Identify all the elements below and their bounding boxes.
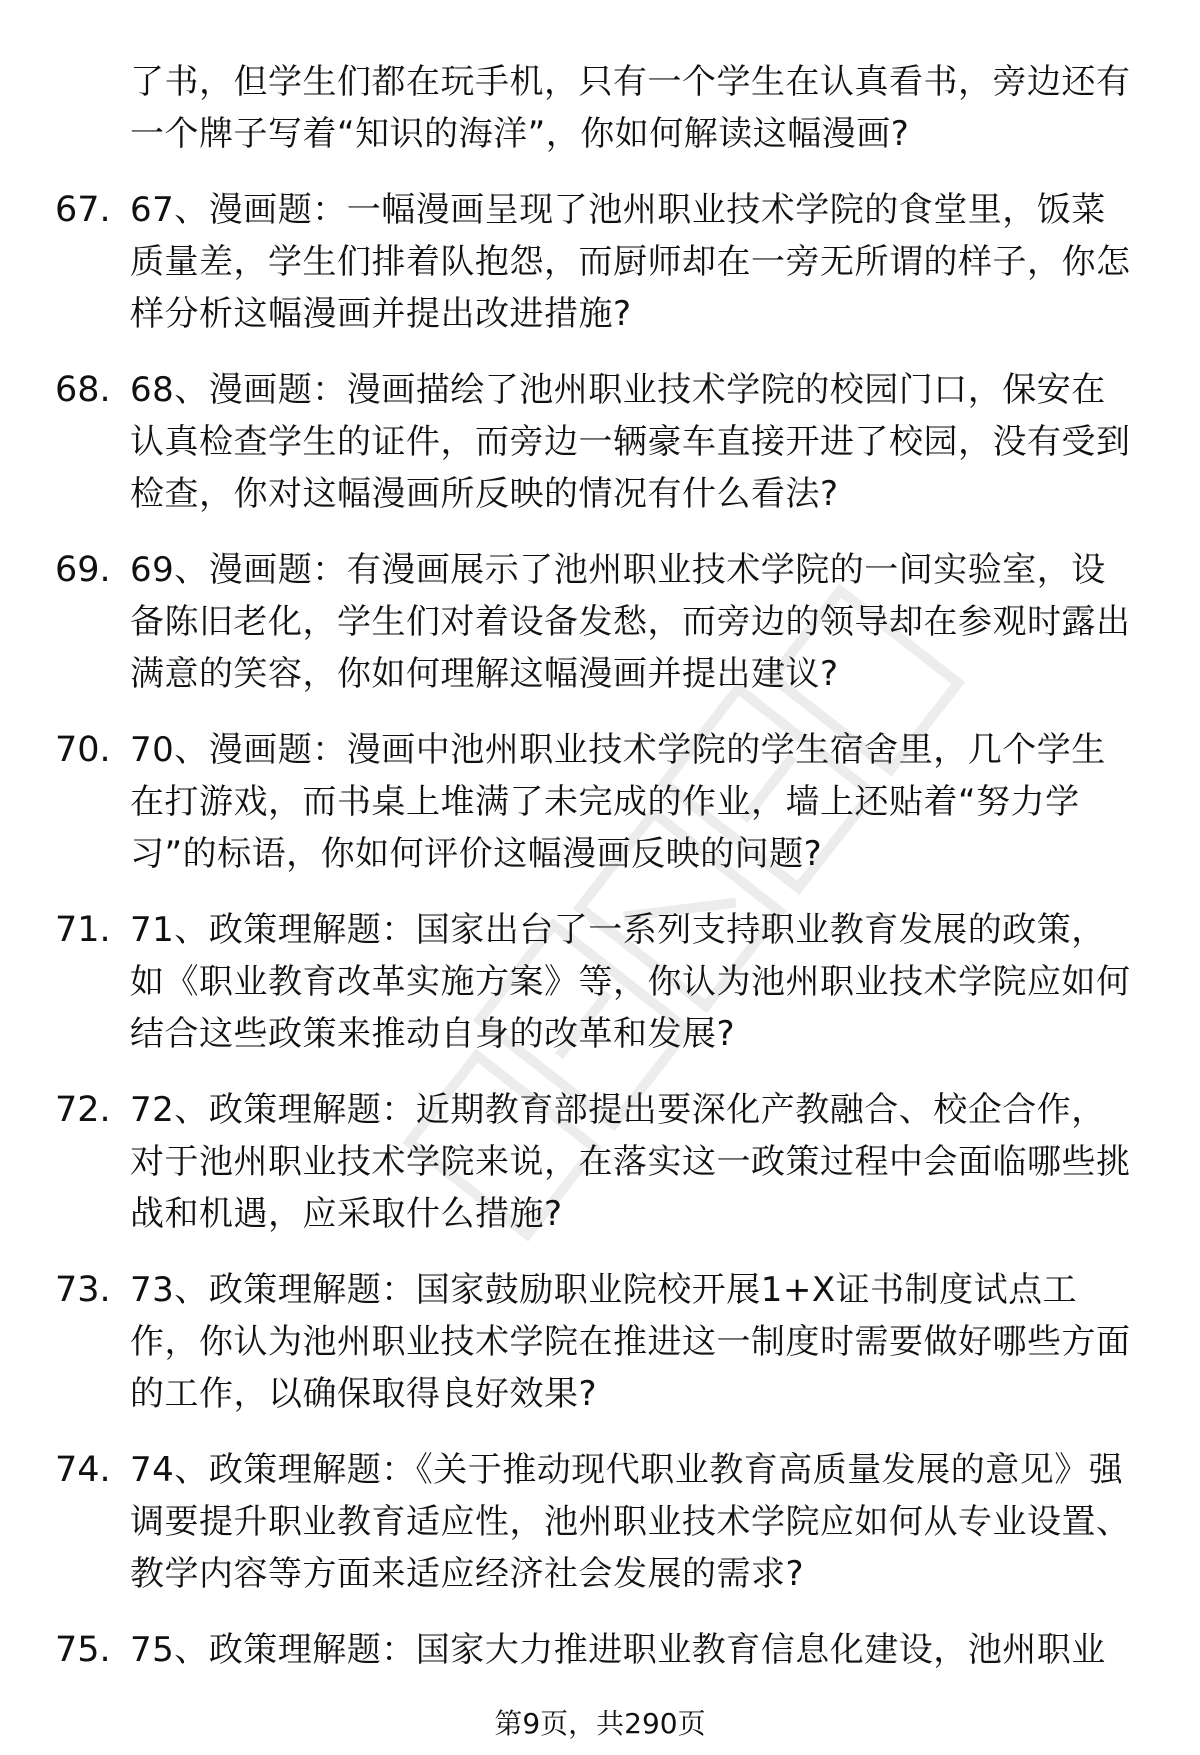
- question-item: [0, 184, 1200, 340]
- question-text: 69、漫画题：有漫画展示了池州职业技术学院的一间实验室，设备陈旧老化，学生们对着设备发愁，而旁边的领导却在参观时露出满意的笑容，你如何理解这幅漫画并提出建议?: [130, 550, 1131, 694]
- question-item: [0, 364, 1200, 520]
- question-text: 71、政策理解题：国家出台了一系列支持职业教育发展的政策，如《职业教育改革实施方案》等，你认为池州职业技术学院应如何结合这些政策来推动自身的改革和发展?: [130, 910, 1131, 1054]
- question-number: 73.: [55, 1270, 111, 1310]
- question-text: 73、政策理解题：国家鼓励职业院校开展1+X证书制度试点工作，你认为池州职业技术学院在推进这一制度时需要做好哪些方面的工作，以确保取得良好效果?: [130, 1270, 1131, 1414]
- question-item: [0, 1624, 1200, 1676]
- continuation-paragraph: [0, 56, 1200, 160]
- question-number: 70.: [55, 730, 111, 770]
- question-item: [0, 1084, 1200, 1240]
- question-item: [0, 724, 1200, 880]
- question-text: 72、政策理解题：近期教育部提出要深化产教融合、校企合作，对于池州职业技术学院来说，在落实这一政策过程中会面临哪些挑战和机遇，应采取什么措施?: [130, 1090, 1131, 1234]
- question-number: 72.: [55, 1090, 111, 1130]
- question-item: [0, 544, 1200, 700]
- question-text: 68、漫画题：漫画描绘了池州职业技术学院的校园门口，保安在认真检查学生的证件，而旁边一辆豪车直接开进了校园，没有受到检查，你对这幅漫画所反映的情况有什么看法?: [130, 370, 1131, 514]
- question-text: 70、漫画题：漫画中池州职业技术学院的学生宿舍里，几个学生在打游戏，而书桌上堆满了未完成的作业，墙上还贴着“努力学习”的标语，你如何评价这幅漫画反映的问题?: [130, 730, 1106, 874]
- question-number: 71.: [55, 910, 111, 950]
- question-item: [0, 1264, 1200, 1420]
- question-text: 75、政策理解题：国家大力推进职业教育信息化建设，池州职业: [130, 1630, 1106, 1670]
- question-number: 75.: [55, 1630, 111, 1670]
- question-number: 67.: [55, 190, 111, 230]
- page-number-footer: 第9页，共290页: [494, 1707, 706, 1740]
- question-text: 74、政策理解题：《关于推动现代职业教育高质量发展的意见》强调要提升职业教育适应性，池州职业技术学院应如何从专业设置、教学内容等方面来适应经济社会发展的需求?: [130, 1450, 1131, 1594]
- question-number: 69.: [55, 550, 111, 590]
- question-item: [0, 1444, 1200, 1600]
- question-number: 68.: [55, 370, 111, 410]
- document-body: [0, 56, 1200, 1700]
- question-number: 74.: [55, 1450, 111, 1490]
- question-text: 67、漫画题：一幅漫画呈现了池州职业技术学院的食堂里，饭菜质量差，学生们排着队抱怨，而厨师却在一旁无所谓的样子，你怎样分析这幅漫画并提出改进措施?: [130, 190, 1131, 334]
- question-item: [0, 904, 1200, 1060]
- continuation-text: 了书，但学生们都在玩手机，只有一个学生在认真看书，旁边还有一个牌子写着“知识的海洋”，你如何解读这幅漫画?: [130, 62, 1131, 154]
